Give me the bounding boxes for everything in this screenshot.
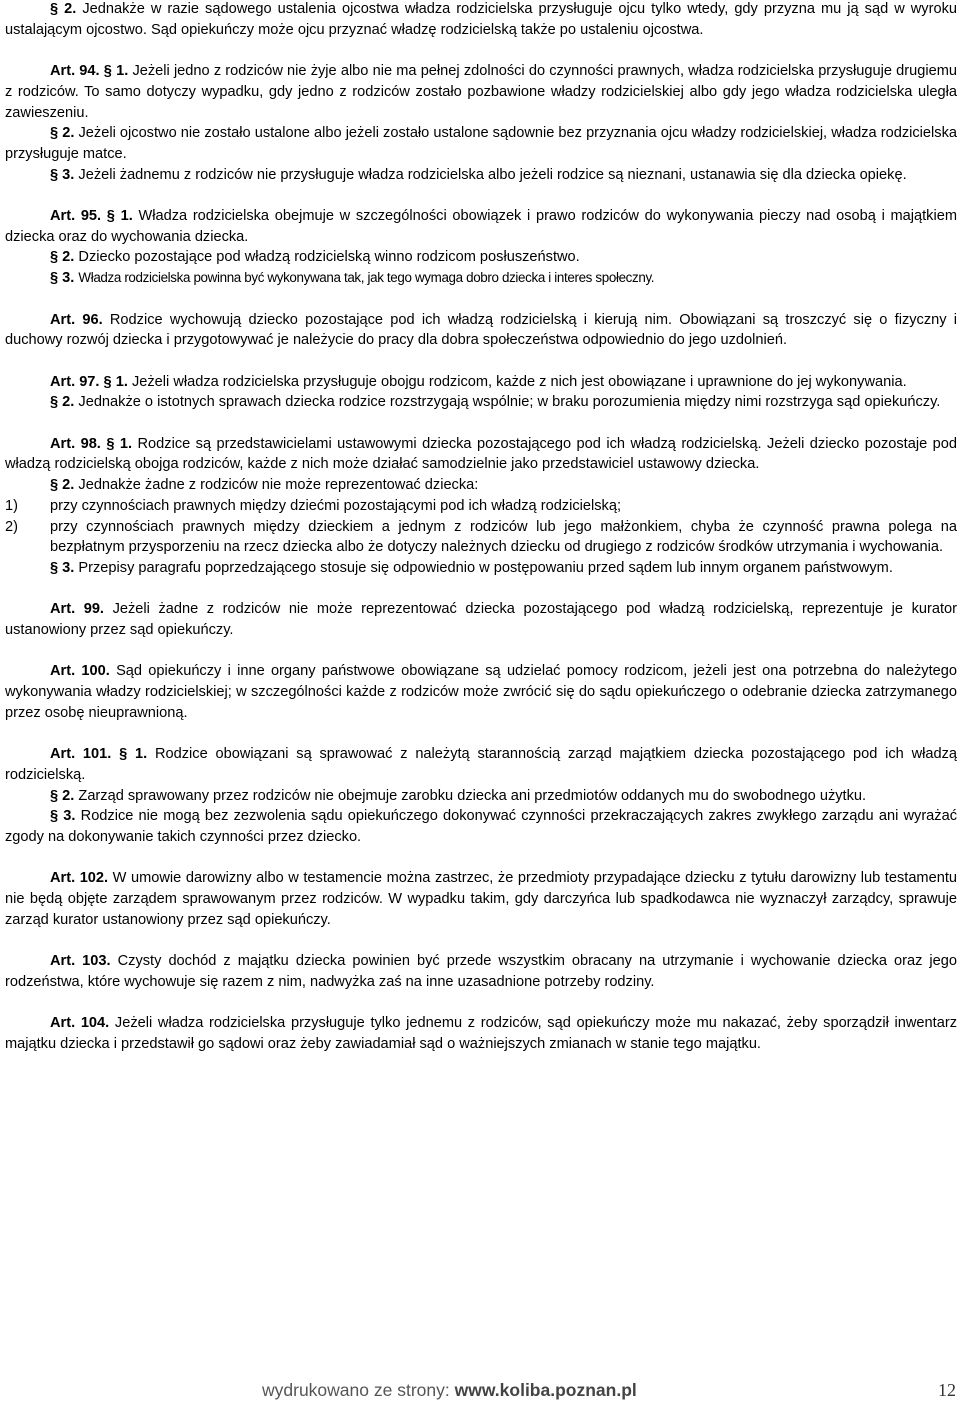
article-103 bbox=[5, 951, 957, 992]
article-heading: Art. 100. bbox=[50, 663, 110, 680]
article-101-sec2 bbox=[5, 786, 957, 807]
footer-source bbox=[262, 1380, 637, 1401]
article-94-sec2 bbox=[5, 123, 957, 164]
page-number: 12 bbox=[938, 1380, 956, 1400]
article-95 bbox=[5, 206, 957, 247]
article-heading: Art. 104. bbox=[50, 1015, 110, 1032]
footer-site-link[interactable]: www.koliba.poznan.pl bbox=[454, 1380, 637, 1400]
paragraph-text: Jeżeli ojcostwo nie zostało ustalone albo jeżeli zostało ustalone sądownie bez przyznania ojcu władzy rodzicielskiej, władza rodzicielska przysługuje matce. bbox=[5, 125, 957, 162]
list-item bbox=[5, 496, 957, 517]
section-number: § 3. bbox=[50, 808, 76, 825]
paragraph-text: Jeżeli władza rodzicielska przysługuje obojgu rodzicom, każde z nich jest obowiązane i uprawnione do jej wykonywania. bbox=[131, 373, 907, 390]
section-number: § 1. bbox=[103, 63, 129, 80]
article-102 bbox=[5, 868, 957, 930]
list-item-number: 2) bbox=[5, 518, 18, 535]
footer-printed-from: wydrukowano ze strony: bbox=[262, 1380, 450, 1400]
section-number: § 1. bbox=[119, 746, 148, 763]
section-number: § 3. bbox=[50, 559, 75, 576]
paragraph-text: W umowie darowizny albo w testamencie można zastrzec, że przedmioty przypadające dziecku z tytułu darowizny lub testamentu nie będą objęte zarządem sprawowanym przez rodziców. W wypadku takim, gdy darczyńca lub spadkodawca nie wyznaczył zarządcy, sprawuje zarząd kurator ustanowiony przez sąd opiekuńczy. bbox=[5, 870, 957, 928]
section-number: § 1. bbox=[106, 208, 133, 224]
article-heading: Art. 99. bbox=[50, 601, 104, 618]
article-heading: Art. 96. bbox=[50, 311, 103, 328]
article-97 bbox=[5, 372, 957, 393]
paragraph-text: Jeżeli władza rodzicielska przysługuje tylko jednemu z rodziców, sąd opiekuńczy może mu nakazać, żeby sporządził inwentarz majątku dziecka i przedstawił go sądowi oraz żeby zawiadamiał sąd o ważniejszych zmianach w stanie tego majątku. bbox=[5, 1015, 957, 1052]
section-number: § 3. bbox=[50, 166, 75, 183]
article-98-sec2 bbox=[5, 475, 957, 496]
paragraph-text: Władza rodzicielska powinna być wykonywana tak, jak tego wymaga dobro dziecka i interes społeczny. bbox=[78, 270, 655, 286]
paragraph-text: Jednakże w razie sądowego ustalenia ojcostwa władza rodzicielska przysługuje ojcu tylko wtedy, gdy przyzna mu ją sąd w wyroku ustalającym ojcostwo. Sąd opiekuńczy może ojcu przyznać władzę rodzicielską także po ustaleniu ojcostwa. bbox=[5, 1, 957, 38]
paragraph-text: Przepisy paragrafu poprzedzającego stosuje się odpowiednio w postępowaniu przed sądem lub innym organem państwowym. bbox=[78, 559, 893, 576]
paragraph-text: Rodzice są przedstawicielami ustawowymi dziecka pozostającego pod ich władzą rodzicielską. Jeżeli dziecko pozostaje pod władzą rodzicielską obojga rodziców, każde z nich może działać samodzielnie jako przedstawiciel ustawowy dziecka. bbox=[5, 435, 958, 473]
article-101-sec3 bbox=[5, 806, 957, 847]
article-heading: Art. 98. bbox=[50, 435, 101, 452]
article-96 bbox=[5, 310, 957, 351]
section-number: § 1. bbox=[106, 435, 133, 452]
article-101 bbox=[5, 744, 957, 785]
section-number: § 1. bbox=[103, 373, 128, 390]
paragraph-text: Jednakże żadne z rodziców nie może reprezentować dziecka: bbox=[78, 477, 479, 494]
article-94 bbox=[5, 61, 957, 123]
article-100 bbox=[5, 661, 957, 723]
article-104 bbox=[5, 1013, 957, 1054]
article-95-sec3 bbox=[5, 268, 957, 289]
paragraph-art93-sec2 bbox=[5, 0, 957, 40]
article-95-sec2 bbox=[5, 247, 957, 268]
paragraph-text: Jeżeli żadnemu z rodziców nie przysługuje władza rodzicielska albo jeżeli rodzice są nieznani, ustanawia się dla dziecka opiekę. bbox=[78, 166, 907, 183]
paragraph-text: Dziecko pozostające pod władzą rodzicielską winno rodzicom posłuszeństwo. bbox=[78, 249, 580, 266]
section-number: § 2. bbox=[50, 1, 77, 17]
section-number: § 2. bbox=[50, 394, 75, 411]
section-number: § 3. bbox=[50, 270, 75, 287]
article-98-sec3 bbox=[5, 558, 957, 579]
article-99 bbox=[5, 599, 957, 640]
section-number: § 2. bbox=[50, 787, 75, 804]
list-item-text: przy czynnościach prawnych między dziećmi pozostającymi pod ich władzą rodzicielską; bbox=[50, 497, 622, 514]
article-97-sec2 bbox=[5, 392, 957, 413]
paragraph-text: Jeżeli żadne z rodziców nie może reprezentować dziecka pozostającego pod władzą rodzicielską, reprezentuje je kurator ustanowiony przez sąd opiekuńczy. bbox=[5, 601, 957, 638]
paragraph-text: Jednakże o istotnych sprawach dziecka rodzice rozstrzygają wspólnie; w braku porozumienia między nimi rozstrzyga sąd opiekuńczy. bbox=[78, 394, 941, 411]
article-heading: Art. 101. bbox=[50, 746, 112, 763]
paragraph-text: Jeżeli jedno z rodziców nie żyje albo nie ma pełnej zdolności do czynności prawnych, władza rodzicielska przysługuje drugiemu z rodziców. To samo dotyczy wypadku, gdy jedno z rodziców zostało pozbawione władzy rodzicielskiej albo gdy jego władza rodzicielska uległa zawieszeniu. bbox=[5, 63, 958, 121]
article-heading: Art. 97. bbox=[50, 373, 100, 390]
section-number: § 2. bbox=[50, 477, 75, 494]
article-heading: Art. 103. bbox=[50, 953, 111, 970]
list-item-number: 1) bbox=[5, 497, 18, 514]
paragraph-text: Czysty dochód z majątku dziecka powinien być przede wszystkim obracany na utrzymanie i wychowanie dziecka oraz jego rodzeństwa, które wychowuje się razem z nim, nadwyżka zaś na inne uzasadnione potrzeby rodziny. bbox=[5, 953, 958, 990]
list-item bbox=[5, 517, 957, 558]
paragraph-text: Rodzice nie mogą bez zezwolenia sądu opiekuńczego dokonywać czynności przekraczających zakres zwykłego zarządu ani wyrażać zgody na dokonywanie takich czynności przez dziecko. bbox=[5, 808, 958, 845]
paragraph-text: Rodzice wychowują dziecko pozostające pod ich władzą rodzicielską i kierują nim. Obowiązani są troszczyć się o fizyczny i duchowy rozwój dziecka i przygotowywać je należycie do pracy dla dobra społeczeństwa odpowiednio do jego uzdolnień. bbox=[5, 311, 958, 349]
section-number: § 2. bbox=[50, 125, 75, 142]
paragraph-text: Rodzice obowiązani są sprawować z należytą starannością zarząd majątkiem dziecka pozostającego pod ich władzą rodzicielską. bbox=[5, 746, 957, 783]
article-heading: Art. 95. bbox=[50, 208, 102, 224]
list-item-text: przy czynnościach prawnych między dzieckiem a jednym z rodziców lub jego małżonkiem, chyba że czynność prawna polega na bezpłatnym przysporzeniu na rzecz dziecka albo że dotyczy należnych dziecku od drugiego z rodziców środków utrzymania i wychowania. bbox=[50, 518, 957, 556]
paragraph-text: Władza rodzicielska obejmuje w szczególności obowiązek i prawo rodziców do wykonywania pieczy nad osobą i majątkiem dziecka oraz do wychowania dziecka. bbox=[5, 208, 957, 245]
paragraph-text: Zarząd sprawowany przez rodziców nie obejmuje zarobku dziecka ani przedmiotów oddanych mu do swobodnego użytku. bbox=[78, 787, 867, 804]
article-heading: Art. 102. bbox=[50, 870, 109, 887]
section-number: § 2. bbox=[50, 249, 75, 266]
article-heading: Art. 94. bbox=[50, 63, 100, 80]
paragraph-text: Sąd opiekuńczy i inne organy państwowe obowiązane są udzielać pomocy rodzicom, jeżeli jest ona potrzebna do należytego wykonywania władzy rodzicielskiej; w szczególności każde z rodziców może zwrócić się do sądu opiekuńczego o odebranie dziecka zatrzymanego przez osobę nieuprawnioną. bbox=[5, 663, 957, 721]
document-body bbox=[5, 0, 957, 1055]
article-94-sec3 bbox=[5, 165, 957, 186]
article-98 bbox=[5, 434, 957, 475]
